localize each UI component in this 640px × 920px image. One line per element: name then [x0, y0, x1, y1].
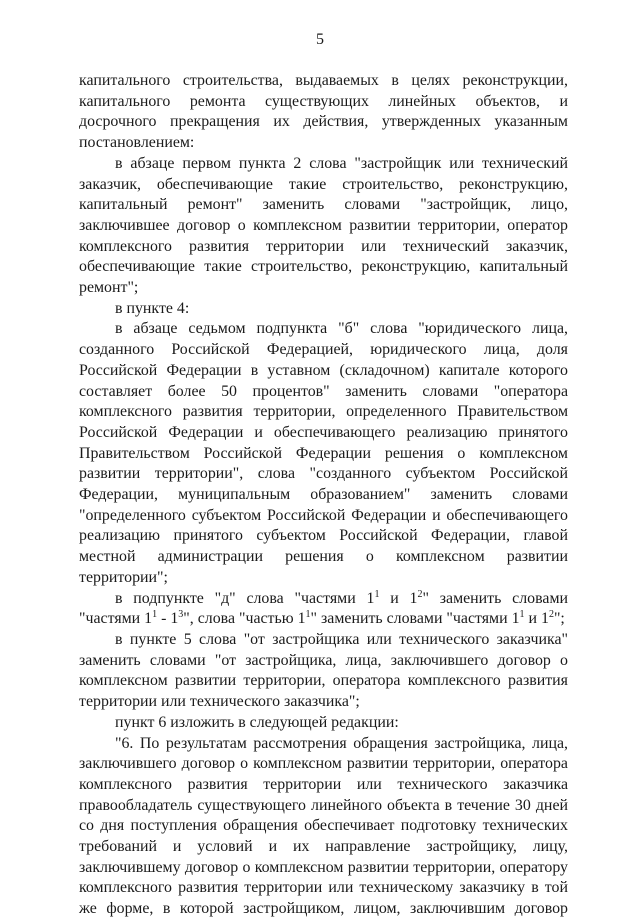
paragraph-item-5-amendment: в пункте 5 слова "от застройщика или технического заказчика" заменить словами "от застройщика, лица, заключившего договор о комплексном развитии территории, оператора комплексного развития территории или технического заказчика"; — [79, 630, 568, 711]
paragraph-continuation: капитального строительства, выдаваемых в целях реконструкции, капитального ремонта существующих линейных объектов, и досрочного прекращения их действия, утвержденных указанным постановлением: — [79, 72, 568, 152]
paragraph-subitem-d-amendment: в подпункте "д" слова "частями $1^1$ и $1^2$" заменить словами "частями $1^1 - 1^3$", слова "частью $1^1$" заменить словами "частями $1^1$ и $1^2$"; — [79, 588, 568, 628]
paragraph-item-2-amendment: в абзаце первом пункта 2 слова "застройщик или технический заказчик, обеспечивающие такие строительство, реконструкцию, капитальный ремонт" заменить словами "застройщик, лицо, заключившее договор о комплексном развитии территории, оператор комплексного развития территории или технический заказчик, обеспечивающие такие строительство, реконструкцию, капитальный ремонт"; — [79, 154, 568, 297]
paragraph-item-6-heading: пункт 6 изложить в следующей редакции: — [115, 713, 399, 731]
paragraph-item-4-heading: в пункте 4: — [115, 299, 190, 317]
paragraph-subitem-b-amendment: в абзаце седьмом подпункта "б" слова "юридического лица, созданного Российской Федерацией, юридического лица, доля Российской Федерации в уставном (складочном) капитале которого составляет более 50 процентов" заменить словами "оператора комплексного развития территории, определенного Правительством Российской Федерации и обеспечивающего реализацию принятого Правительством Российской Федерации решения о комплексном развитии территории", слова "созданного субъектом Российской Федерации, муниципальным образованием" заменить словами "определенного субъектом Российской Федерации и обеспечивающего реализацию принятого субъектом Российской Федерации, главой местной администрации решения о комплексном развитии территории"; — [79, 320, 568, 586]
document-body — [79, 71, 568, 920]
page-number: 5 — [316, 31, 324, 48]
paragraph-item-6-new-text: "6. По результатам рассмотрения обращения застройщика, лица, заключившего договор о комплексном развитии территории, оператора комплексного развития территории или технического заказчика правообладатель существующего линейного объекта в течение 30 дней со дня поступления обращения обеспечивает подготовку технических требований и условий и их направление застройщику, лицу, заключившему договор о комплексном развитии территории, оператору комплексного развития территории или техническому заказчику в той же форме, в которой застройщиком, лицом, заключившим договор — [79, 734, 568, 918]
